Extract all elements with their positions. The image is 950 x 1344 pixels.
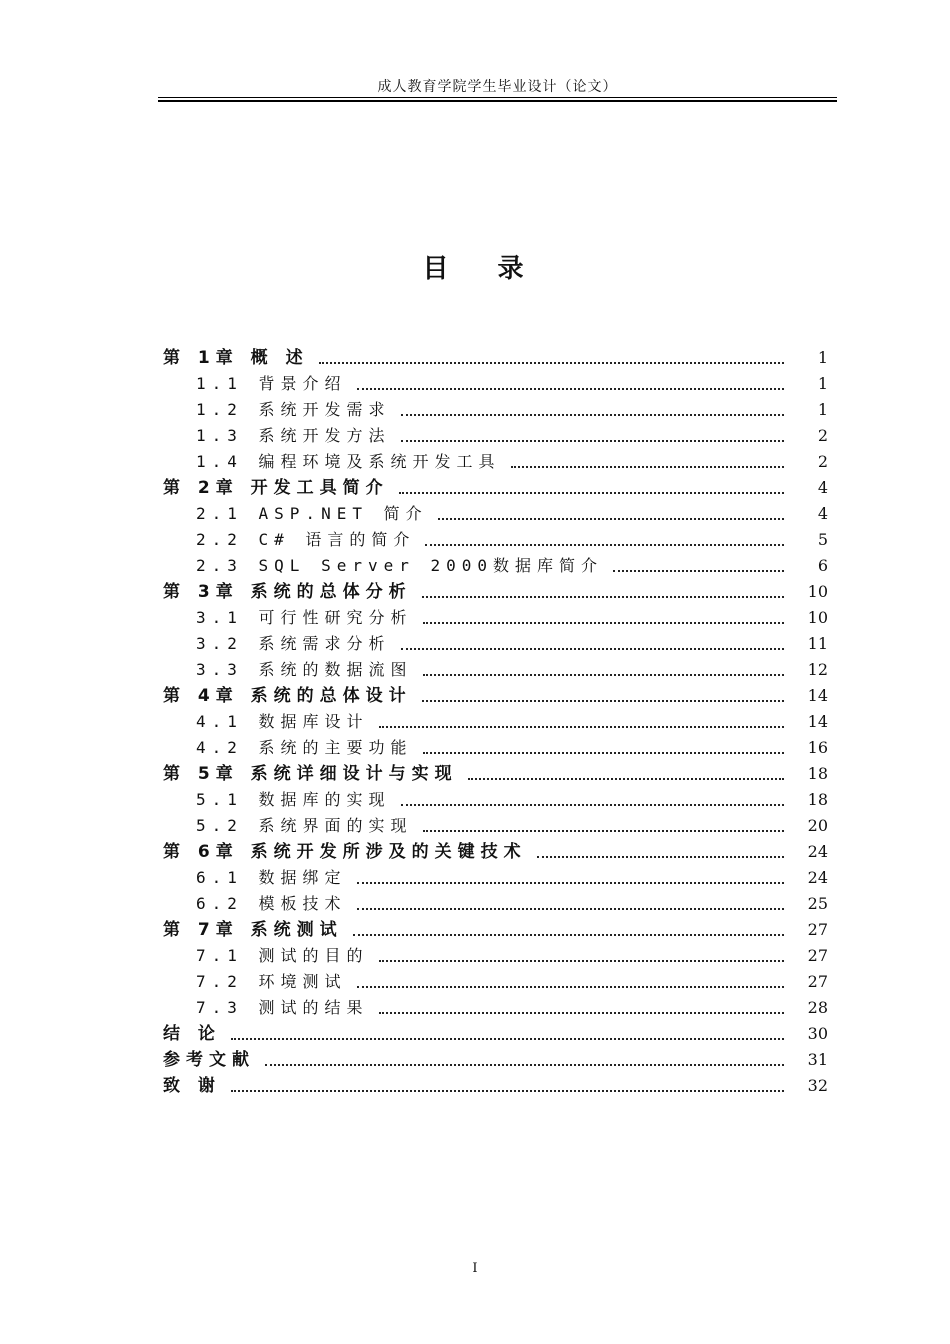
toc-dot-leader — [379, 726, 784, 728]
toc-section-entry[interactable] — [163, 969, 828, 995]
toc-dot-leader — [265, 1064, 784, 1066]
toc-section-entry[interactable] — [163, 943, 828, 969]
toc-dot-leader — [353, 934, 784, 936]
toc-chapter-entry[interactable] — [163, 345, 828, 371]
toc-entry-label: 2.2 C# 语言的简介 — [196, 530, 419, 549]
toc-section-entry[interactable] — [163, 501, 828, 527]
toc-dot-leader — [401, 414, 784, 416]
toc-section-entry[interactable] — [163, 371, 828, 397]
toc-entry-page: 4 — [817, 478, 828, 497]
toc-chapter-entry[interactable] — [163, 1021, 828, 1047]
toc-entry-page: 11 — [807, 634, 828, 653]
page-number: I — [472, 1261, 478, 1276]
toc-dot-leader — [231, 1038, 784, 1040]
toc-dot-leader — [438, 518, 784, 520]
toc-entry-label: 第 7章 系统测试 — [163, 920, 347, 940]
toc-entry-page: 2 — [817, 452, 828, 471]
toc-section-entry[interactable] — [163, 553, 828, 579]
toc-entry-label: 第 6章 系统开发所涉及的关键技术 — [163, 842, 531, 862]
toc-section-entry[interactable] — [163, 423, 828, 449]
toc-title: 目 录 — [422, 254, 544, 284]
toc-section-entry[interactable] — [163, 657, 828, 683]
toc-entry-label: 致 谢 — [163, 1076, 225, 1096]
toc-entry-label: 3.3 系统的数据流图 — [196, 660, 417, 679]
toc-entry-page: 24 — [807, 842, 828, 861]
toc-entry-page: 10 — [807, 608, 828, 627]
toc-entry-page: 14 — [807, 712, 828, 731]
toc-dot-leader — [357, 986, 784, 988]
toc-entry-label: 1.3 系统开发方法 — [196, 426, 395, 445]
toc-dot-leader — [357, 908, 784, 910]
toc-entry-label: 3.2 系统需求分析 — [196, 634, 395, 653]
toc-dot-leader — [613, 570, 784, 572]
toc-entry-label: 7.3 测试的结果 — [196, 998, 373, 1017]
header-rule-thick — [158, 100, 837, 102]
toc-entry-page: 20 — [807, 816, 828, 835]
toc-dot-leader — [423, 674, 784, 676]
toc-entry-label: 6.2 模板技术 — [196, 894, 351, 913]
toc-entry-page: 16 — [807, 738, 828, 757]
toc-dot-leader — [401, 804, 784, 806]
toc-entry-label: 1.2 系统开发需求 — [196, 400, 395, 419]
toc-dot-leader — [231, 1090, 784, 1092]
toc-chapter-entry[interactable] — [163, 683, 828, 709]
toc-chapter-entry[interactable] — [163, 761, 828, 787]
toc-entry-label: 5.1 数据库的实现 — [196, 790, 395, 809]
toc-entry-page: 18 — [807, 764, 828, 783]
toc-dot-leader — [319, 362, 784, 364]
toc-entry-page: 10 — [807, 582, 828, 601]
toc-entry-page: 27 — [807, 920, 828, 939]
toc-entry-page: 2 — [817, 426, 828, 445]
toc-entry-page: 12 — [807, 660, 828, 679]
toc-section-entry[interactable] — [163, 865, 828, 891]
toc-dot-leader — [357, 388, 784, 390]
toc-chapter-entry[interactable] — [163, 839, 828, 865]
toc-chapter-entry[interactable] — [163, 579, 828, 605]
page-header — [158, 78, 837, 96]
toc-dot-leader — [401, 440, 784, 442]
toc-entry-label: 7.1 测试的目的 — [196, 946, 373, 965]
toc-entry-label: 5.2 系统界面的实现 — [196, 816, 417, 835]
header-title: 成人教育学院学生毕业设计（论文） — [377, 79, 618, 95]
toc-entry-page: 24 — [807, 868, 828, 887]
toc-section-entry[interactable] — [163, 709, 828, 735]
toc-entry-label: 3.1 可行性研究分析 — [196, 608, 417, 627]
toc-entry-page: 5 — [817, 530, 828, 549]
toc-entry-page: 4 — [817, 504, 828, 523]
toc-entry-label: 第 3章 系统的总体分析 — [163, 582, 416, 602]
toc-entry-page: 1 — [817, 400, 828, 419]
toc-entry-page: 18 — [807, 790, 828, 809]
toc-chapter-entry[interactable] — [163, 1047, 828, 1073]
toc-entry-label: 第 5章 系统详细设计与实现 — [163, 764, 462, 784]
table-of-contents — [163, 345, 828, 1099]
toc-entry-label: 第 1章 概 述 — [163, 348, 313, 368]
toc-chapter-entry[interactable] — [163, 1073, 828, 1099]
toc-section-entry[interactable] — [163, 787, 828, 813]
toc-section-entry[interactable] — [163, 605, 828, 631]
header-rule-thin — [158, 97, 837, 98]
toc-dot-leader — [422, 596, 784, 598]
toc-entry-label: 第 2章 开发工具简介 — [163, 478, 393, 498]
toc-entry-page: 28 — [807, 998, 828, 1017]
toc-section-entry[interactable] — [163, 449, 828, 475]
toc-entry-page: 30 — [807, 1024, 828, 1043]
toc-chapter-entry[interactable] — [163, 917, 828, 943]
toc-entry-page: 14 — [807, 686, 828, 705]
toc-section-entry[interactable] — [163, 813, 828, 839]
toc-entry-label: 6.1 数据绑定 — [196, 868, 351, 887]
toc-entry-label: 4.2 系统的主要功能 — [196, 738, 417, 757]
toc-entry-page: 6 — [817, 556, 828, 575]
toc-dot-leader — [422, 700, 784, 702]
toc-entry-label: 结 论 — [163, 1024, 225, 1044]
toc-dot-leader — [423, 752, 784, 754]
toc-dot-leader — [379, 1012, 784, 1014]
toc-entry-label: 2.1 ASP.NET 简介 — [196, 504, 432, 523]
toc-entry-page: 1 — [817, 348, 828, 367]
toc-dot-leader — [511, 466, 784, 468]
toc-entry-page: 1 — [817, 374, 828, 393]
toc-chapter-entry[interactable] — [163, 475, 828, 501]
toc-entry-label: 参考文献 — [163, 1050, 259, 1070]
toc-entry-page: 25 — [807, 894, 828, 913]
toc-entry-label: 1.1 背景介绍 — [196, 374, 351, 393]
toc-entry-label: 7.2 环境测试 — [196, 972, 351, 991]
toc-entry-page: 27 — [807, 946, 828, 965]
toc-entry-page: 32 — [807, 1076, 828, 1095]
toc-dot-leader — [357, 882, 784, 884]
toc-entry-page: 31 — [807, 1050, 828, 1069]
toc-section-entry[interactable] — [163, 891, 828, 917]
toc-entry-label: 2.3 SQL Server 2000数据库简介 — [196, 556, 607, 575]
toc-section-entry[interactable] — [163, 995, 828, 1021]
toc-section-entry[interactable] — [163, 631, 828, 657]
toc-dot-leader — [423, 830, 784, 832]
toc-section-entry[interactable] — [163, 527, 828, 553]
toc-dot-leader — [379, 960, 784, 962]
toc-dot-leader — [468, 778, 784, 780]
toc-entry-label: 第 4章 系统的总体设计 — [163, 686, 416, 706]
toc-dot-leader — [537, 856, 784, 858]
toc-dot-leader — [401, 648, 784, 650]
toc-section-entry[interactable] — [163, 397, 828, 423]
toc-dot-leader — [399, 492, 784, 494]
toc-entry-page: 27 — [807, 972, 828, 991]
toc-entry-label: 1.4 编程环境及系统开发工具 — [196, 452, 505, 471]
toc-entry-label: 4.1 数据库设计 — [196, 712, 373, 731]
toc-dot-leader — [425, 544, 784, 546]
toc-section-entry[interactable] — [163, 735, 828, 761]
toc-dot-leader — [423, 622, 784, 624]
